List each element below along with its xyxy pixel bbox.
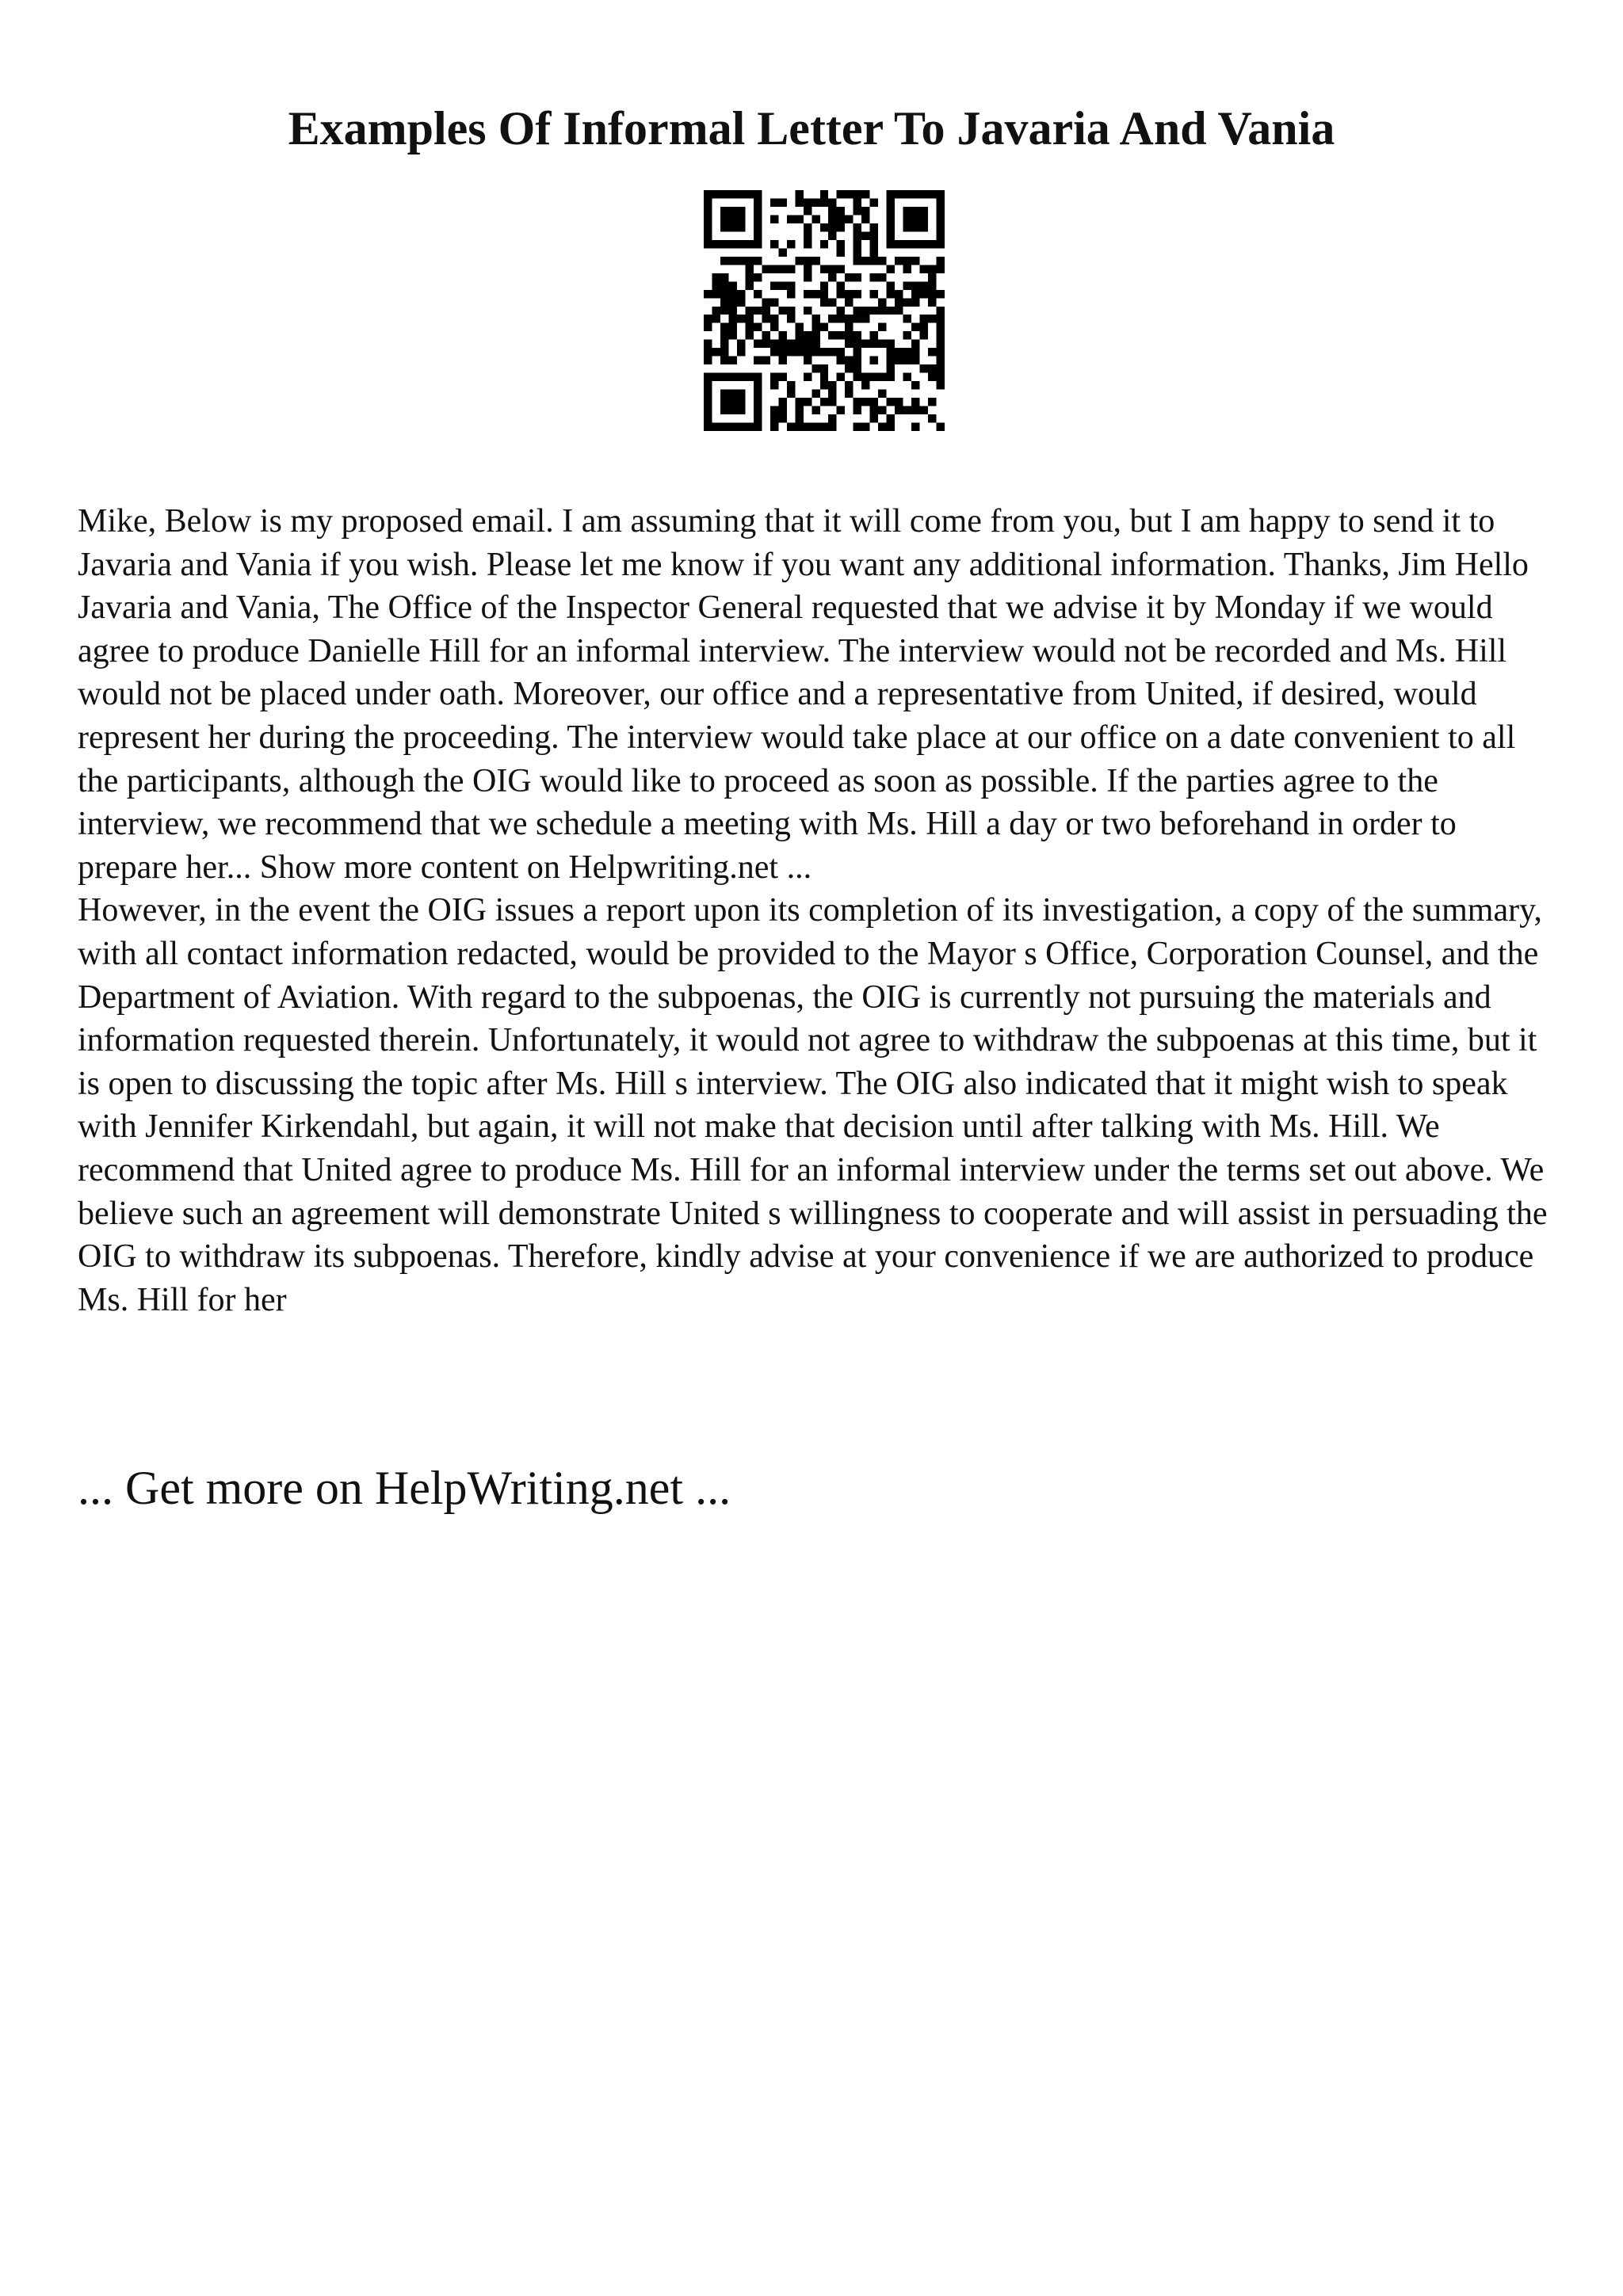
qr-code-icon [704, 190, 945, 431]
get-more-link[interactable]: ... Get more on HelpWriting.net ... [78, 1462, 731, 1514]
letter-body [78, 500, 1552, 1322]
paragraph-1: Mike, Below is my proposed email. I am assuming that it will come from you, but I am happy to send it to Javaria and Vania if you wish. Please let me know if you want any additional information. Thanks, Jim Hello Javaria and Vania, The Office of the Inspector General requested that we advise it by Monday if we would agree to produce Danielle Hill for an informal interview. The interview would not be recorded and Ms. Hill would not be placed under oath. Moreover, our office and a representative from United, if desired, would represent her during the proceeding. The interview would take place at our office on a date convenient to all the participants, although the OIG would like to proceed as soon as possible. If the parties agree to the interview, we recommend that we schedule a meeting with Ms. Hill a day or two beforehand in order to prepare her... Show more content on Helpwriting.net ... [78, 503, 1529, 886]
document-title: Examples Of Informal Letter To Javaria And Vania [288, 102, 1335, 154]
qr-code-image [704, 190, 945, 431]
paragraph-2: However, in the event the OIG issues a report upon its completion of its investigation, a copy of the summary, with all contact information redacted, would be provided to the Mayor s Office, Corporation Counsel, and the Department of Aviation. With regard to the subpoenas, the OIG is currently not pursuing the materials and information requested therein. Unfortunately, it would not agree to withdraw the subpoenas at this time, but it is open to discussing the topic after Ms. Hill s interview. The OIG also indicated that it might wish to speak with Jennifer Kirkendahl, but again, it will not make that decision until after talking with Ms. Hill. We recommend that United agree to produce Ms. Hill for an informal interview under the terms set out above. We believe such an agreement will demonstrate United s willingness to cooperate and will assist in persuading the OIG to withdraw its subpoenas. Therefore, kindly advise at your convenience if we are authorized to produce Ms. Hill for her [78, 892, 1548, 1318]
